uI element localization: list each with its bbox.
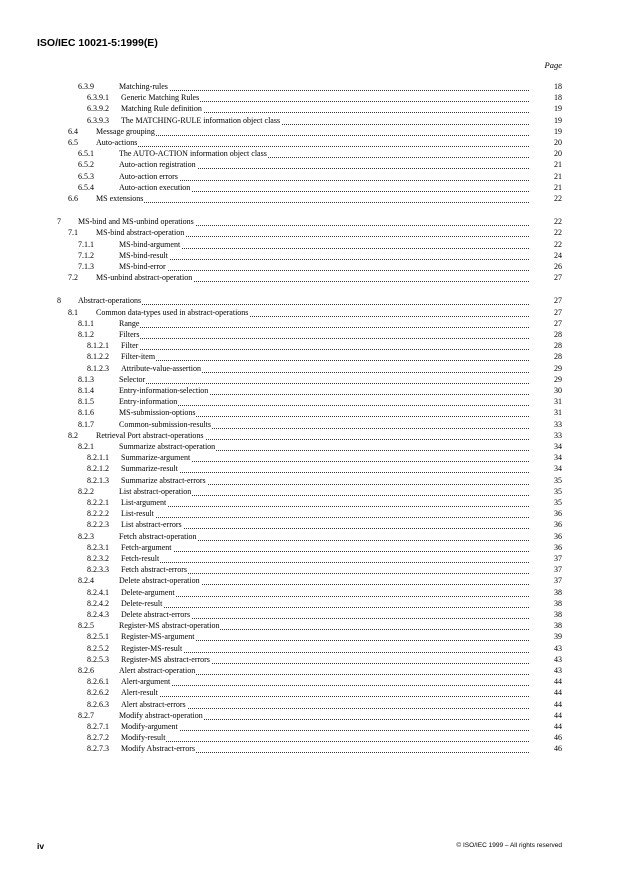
toc-entry-title: Auto-action errors bbox=[119, 171, 178, 181]
toc-entry[interactable] bbox=[0, 565, 619, 575]
toc-entry-page: 22 bbox=[554, 194, 562, 203]
toc-dot-leader bbox=[119, 251, 529, 260]
toc-dot-leader bbox=[121, 588, 529, 597]
toc-entry-number: 6.5.4 bbox=[78, 182, 94, 192]
toc-entry-title: Auto-actions bbox=[96, 138, 138, 147]
toc-entry-page: 24 bbox=[554, 250, 562, 260]
toc-entry-title: Abstract-operations bbox=[78, 296, 142, 306]
toc-entry[interactable] bbox=[0, 408, 619, 418]
toc-entry[interactable] bbox=[0, 442, 619, 452]
toc-entry-number: 8.2.3.3 bbox=[87, 565, 109, 575]
toc-dot-leader bbox=[96, 127, 529, 136]
toc-dot-leader bbox=[119, 172, 529, 181]
toc-dot-leader bbox=[121, 498, 529, 507]
toc-entry[interactable] bbox=[0, 127, 619, 137]
toc-entry-page: 44 bbox=[554, 677, 562, 687]
toc-entry[interactable] bbox=[0, 217, 619, 227]
toc-entry-number: 8 bbox=[57, 296, 61, 306]
toc-entry-page: 44 bbox=[554, 688, 562, 698]
toc-entry-number: 8.2.1.2 bbox=[87, 464, 109, 474]
toc-entry[interactable] bbox=[0, 375, 619, 385]
toc-entry[interactable] bbox=[0, 319, 619, 329]
toc-entry-page: 35 bbox=[554, 475, 562, 485]
toc-entry-number: 8.1.2 bbox=[78, 330, 94, 339]
toc-entry[interactable] bbox=[0, 733, 619, 743]
toc-entry-number: 8.2.2.1 bbox=[87, 498, 109, 507]
toc-entry-page: 27 bbox=[554, 296, 562, 306]
toc-entry-number: 8.1.3 bbox=[78, 374, 94, 384]
toc-entry-number: 8.2.3.1 bbox=[87, 542, 109, 552]
toc-entry-number: 8.2.4.2 bbox=[87, 598, 109, 608]
toc-entry-page: 21 bbox=[554, 182, 562, 192]
toc-entry-title: Fetch-argument bbox=[121, 542, 172, 552]
toc-entry-page: 38 bbox=[554, 610, 562, 619]
toc-dot-leader bbox=[119, 319, 529, 328]
toc-entry-page: 43 bbox=[554, 666, 562, 675]
toc-entry[interactable] bbox=[0, 722, 619, 732]
toc-entry-number: 8.2 bbox=[68, 430, 78, 440]
toc-entry[interactable] bbox=[0, 655, 619, 665]
toc-entry-number: 8.1.7 bbox=[78, 419, 94, 429]
toc-entry-number: 7.1 bbox=[68, 228, 78, 238]
toc-dot-leader bbox=[121, 554, 529, 563]
toc-entry-title: Register-MS abstract-errors bbox=[121, 654, 210, 664]
toc-entry-title: Modify-argument bbox=[121, 722, 178, 731]
toc-entry[interactable] bbox=[0, 240, 619, 250]
toc-entry-number: 8.2.1.1 bbox=[87, 453, 109, 463]
toc-dot-leader bbox=[121, 599, 529, 608]
toc-entry[interactable] bbox=[0, 464, 619, 474]
toc-entry-title: Register-MS-argument bbox=[121, 632, 195, 642]
toc-entry-page: 28 bbox=[554, 341, 562, 351]
toc-entry-page: 44 bbox=[554, 710, 562, 720]
toc-entry-title: Filters bbox=[119, 330, 140, 339]
toc-entry-number: 8.2.4.3 bbox=[87, 610, 109, 619]
toc-entry[interactable] bbox=[0, 364, 619, 374]
toc-entry-page: 43 bbox=[554, 643, 562, 653]
toc-dot-leader bbox=[78, 296, 529, 305]
toc-entry[interactable] bbox=[0, 543, 619, 553]
toc-entry-title: Summarize-result bbox=[121, 464, 178, 474]
toc-entry[interactable] bbox=[0, 93, 619, 103]
toc-entry[interactable] bbox=[0, 341, 619, 351]
toc-entry[interactable] bbox=[0, 610, 619, 620]
toc-entry-title: Modify-result bbox=[121, 733, 166, 743]
toc-entry-page: 31 bbox=[554, 397, 562, 407]
footer-page-number: iv bbox=[37, 841, 45, 851]
toc-entry-number: 6.5 bbox=[68, 138, 78, 147]
toc-entry[interactable] bbox=[0, 520, 619, 530]
toc-entry[interactable] bbox=[0, 82, 619, 92]
toc-entry[interactable] bbox=[0, 330, 619, 340]
toc-entry-number: 8.2.6.3 bbox=[87, 699, 109, 709]
toc-entry-number: 8.2.5.1 bbox=[87, 632, 109, 642]
toc-entry-title: Fetch-result bbox=[121, 554, 160, 563]
toc-entry[interactable] bbox=[0, 228, 619, 238]
toc-entry-page: 36 bbox=[554, 531, 562, 541]
toc-entry-title: Alert-argument bbox=[121, 677, 171, 687]
toc-entry-title: Entry-information bbox=[119, 397, 178, 407]
toc-dot-leader bbox=[121, 688, 529, 697]
toc-entry-number: 8.2.7.1 bbox=[87, 722, 109, 731]
toc-dot-leader bbox=[121, 341, 529, 350]
toc-entry-page: 37 bbox=[554, 576, 562, 586]
toc-entry-title: List-argument bbox=[121, 498, 167, 507]
toc-entry-title: MS-bind-result bbox=[119, 250, 168, 260]
toc-entry-title: Common-submission-results bbox=[119, 419, 212, 429]
toc-entry[interactable] bbox=[0, 431, 619, 441]
toc-entry-number: 8.1 bbox=[68, 307, 78, 317]
toc-dot-leader bbox=[96, 194, 529, 203]
toc-entry-page: 37 bbox=[554, 554, 562, 563]
toc-entry[interactable] bbox=[0, 688, 619, 698]
toc-entry-page: 19 bbox=[554, 115, 562, 125]
toc-entry-page: 27 bbox=[554, 318, 562, 328]
toc-entry-number: 7.1.3 bbox=[78, 262, 94, 271]
toc-entry[interactable] bbox=[0, 262, 619, 272]
toc-entry[interactable] bbox=[0, 744, 619, 754]
toc-entry-title: MS-bind abstract-operation bbox=[96, 228, 185, 238]
toc-entry-page: 44 bbox=[554, 722, 562, 731]
toc-entry[interactable] bbox=[0, 172, 619, 182]
toc-entry[interactable] bbox=[0, 420, 619, 430]
toc-entry-title: Matching-rules bbox=[119, 82, 168, 91]
toc-entry-number: 6.6 bbox=[68, 194, 78, 203]
toc-entry-page: 18 bbox=[554, 93, 562, 103]
toc-entry-number: 8.1.6 bbox=[78, 408, 94, 418]
toc-entry-page: 35 bbox=[554, 498, 562, 507]
toc-entry-title: Modify Abstract-errors bbox=[121, 744, 195, 754]
toc-dot-leader bbox=[119, 330, 529, 339]
toc-entry[interactable] bbox=[0, 183, 619, 193]
document-header: ISO/IEC 10021-5:1999(E) bbox=[37, 37, 158, 49]
toc-entry-number: 6.5.3 bbox=[78, 171, 94, 181]
toc-entry-title: Alert abstract-errors bbox=[121, 699, 186, 709]
toc-entry[interactable] bbox=[0, 296, 619, 306]
toc-entry-title: MS-bind-argument bbox=[119, 239, 181, 249]
toc-entry-title: List abstract-errors bbox=[121, 520, 182, 530]
toc-entry-title: Filter-item bbox=[121, 352, 156, 362]
toc-entry-title: Alert abstract-operation bbox=[119, 666, 196, 675]
toc-entry-page: 38 bbox=[554, 621, 562, 631]
toc-entry[interactable] bbox=[0, 352, 619, 362]
toc-entry-title: Fetch abstract-operation bbox=[119, 531, 197, 541]
toc-entry-page: 27 bbox=[554, 307, 562, 317]
toc-entry-number: 8.2.1.3 bbox=[87, 475, 109, 485]
toc-entry-number: 8.2.4.1 bbox=[87, 587, 109, 597]
toc-entry-page: 19 bbox=[554, 126, 562, 136]
toc-entry-title: Common data-types used in abstract-operations bbox=[96, 307, 249, 317]
toc-entry-number: 6.3.9.3 bbox=[87, 115, 109, 125]
toc-entry-title: Attribute-value-assertion bbox=[121, 363, 201, 373]
toc-entry-number: 8.2.7.2 bbox=[87, 733, 109, 743]
toc-entry-title: Register-MS-result bbox=[121, 643, 183, 653]
toc-entry-title: Summarize-argument bbox=[121, 453, 191, 463]
toc-entry-page: 22 bbox=[554, 217, 562, 227]
toc-entry[interactable] bbox=[0, 632, 619, 642]
toc-entry[interactable] bbox=[0, 251, 619, 261]
toc-entry-title: Fetch abstract-errors bbox=[121, 565, 187, 575]
toc-entry[interactable] bbox=[0, 138, 619, 148]
toc-entry-number: 7 bbox=[57, 217, 61, 227]
toc-entry-page: 30 bbox=[554, 386, 562, 395]
footer-copyright: © ISO/IEC 1999 – All rights reserved bbox=[456, 842, 562, 849]
toc-entry-page: 29 bbox=[554, 363, 562, 373]
toc-entry-number: 7.1.1 bbox=[78, 239, 94, 249]
toc-entry-page: 43 bbox=[554, 654, 562, 664]
toc-entry-page: 34 bbox=[554, 464, 562, 474]
toc-entry-title: Delete abstract-errors bbox=[121, 610, 191, 619]
toc-dot-leader bbox=[119, 82, 529, 91]
toc-dot-leader bbox=[121, 509, 529, 518]
toc-entry-title: Generic Matching Rules bbox=[121, 93, 200, 103]
toc-entry-number: 8.1.2.2 bbox=[87, 352, 109, 362]
toc-entry-page: 18 bbox=[554, 82, 562, 91]
toc-entry-page: 20 bbox=[554, 149, 562, 159]
toc-entry[interactable] bbox=[0, 104, 619, 114]
toc-entry-title: MS-unbind abstract-operation bbox=[96, 273, 193, 283]
toc-entry-number: 6.3.9.1 bbox=[87, 93, 109, 103]
toc-entry-title: The AUTO-ACTION information object class bbox=[119, 149, 267, 159]
toc-entry-title: Delete-argument bbox=[121, 587, 175, 597]
toc-entry-page: 27 bbox=[554, 273, 562, 283]
toc-entry[interactable] bbox=[0, 308, 619, 318]
toc-entry-page: 36 bbox=[554, 542, 562, 552]
toc-entry-number: 8.1.2.1 bbox=[87, 341, 109, 351]
toc-entry-number: 8.2.3.2 bbox=[87, 554, 109, 563]
toc-entry-title: Retrieval Port abstract-operations bbox=[96, 430, 204, 440]
toc-entry[interactable] bbox=[0, 677, 619, 687]
toc-entry-page: 26 bbox=[554, 262, 562, 271]
toc-entry-page: 33 bbox=[554, 419, 562, 429]
toc-entry-page: 33 bbox=[554, 430, 562, 440]
toc-dot-leader bbox=[121, 352, 529, 361]
toc-entry-page: 22 bbox=[554, 228, 562, 238]
toc-entry-page: 29 bbox=[554, 374, 562, 384]
toc-entry-title: MS-bind and MS-unbind operations bbox=[78, 217, 194, 227]
toc-entry-page: 31 bbox=[554, 408, 562, 418]
toc-dot-leader bbox=[96, 138, 529, 147]
toc-entry-number: 7.2 bbox=[68, 273, 78, 283]
toc-entry-page: 19 bbox=[554, 104, 562, 114]
toc-entry-number: 8.2.2.3 bbox=[87, 520, 109, 530]
toc-entry[interactable] bbox=[0, 599, 619, 609]
toc-entry[interactable] bbox=[0, 666, 619, 676]
toc-entry-title: MS-submission-options bbox=[119, 408, 196, 418]
toc-dot-leader bbox=[121, 733, 529, 742]
toc-entry-title: Alert-result bbox=[121, 688, 158, 698]
toc-entry-number: 7.1.2 bbox=[78, 250, 94, 260]
toc-entry[interactable] bbox=[0, 487, 619, 497]
toc-entry-number: 8.2.6 bbox=[78, 666, 94, 675]
toc-entry-page: 28 bbox=[554, 352, 562, 362]
toc-entry-title: Modify abstract-operation bbox=[119, 710, 203, 720]
toc-entry-page: 46 bbox=[554, 733, 562, 743]
toc-entry[interactable] bbox=[0, 116, 619, 126]
toc-entry-page: 38 bbox=[554, 598, 562, 608]
toc-entry-number: 6.5.1 bbox=[78, 149, 94, 159]
toc-entry-number: 8.2.1 bbox=[78, 442, 94, 451]
toc-entry-title: Matching Rule definition bbox=[121, 104, 202, 114]
toc-entry-number: 8.2.6.2 bbox=[87, 688, 109, 698]
toc-entry[interactable] bbox=[0, 386, 619, 396]
toc-entry[interactable] bbox=[0, 453, 619, 463]
toc-entry-page: 22 bbox=[554, 239, 562, 249]
toc-entry-number: 8.2.2 bbox=[78, 486, 94, 496]
toc-entry-title: Register-MS abstract-operation bbox=[119, 621, 220, 631]
toc-entry-number: 8.2.5.3 bbox=[87, 654, 109, 664]
toc-entry-page: 44 bbox=[554, 699, 562, 709]
toc-entry-title: Summarize abstract-operation bbox=[119, 442, 216, 451]
toc-entry-title: Auto-action execution bbox=[119, 182, 191, 192]
toc-entry-page: 36 bbox=[554, 520, 562, 530]
toc-entry-title: Entry-information-selection bbox=[119, 386, 209, 395]
toc-entry-number: 8.1.4 bbox=[78, 386, 94, 395]
toc-entry-number: 6.3.9.2 bbox=[87, 104, 109, 114]
toc-entry-number: 8.2.3 bbox=[78, 531, 94, 541]
toc-entry-number: 8.2.5 bbox=[78, 621, 94, 631]
toc-entry[interactable] bbox=[0, 476, 619, 486]
toc-entry-number: 8.1.5 bbox=[78, 397, 94, 407]
toc-entry[interactable] bbox=[0, 273, 619, 283]
toc-entry[interactable] bbox=[0, 576, 619, 586]
toc-entry-number: 8.2.2.2 bbox=[87, 509, 109, 519]
toc-entry-title: Filter bbox=[121, 341, 139, 351]
toc-dot-leader bbox=[121, 464, 529, 473]
toc-entry[interactable] bbox=[0, 700, 619, 710]
page-column-label: Page bbox=[544, 60, 562, 70]
toc-dot-leader bbox=[121, 543, 529, 552]
toc-entry-page: 46 bbox=[554, 744, 562, 754]
toc-entry-title: MS-bind-error bbox=[119, 262, 166, 271]
toc-entry-page: 28 bbox=[554, 330, 562, 339]
toc-dot-leader bbox=[119, 262, 529, 271]
toc-entry[interactable] bbox=[0, 621, 619, 631]
toc-entry-page: 36 bbox=[554, 509, 562, 519]
toc-entry-title: List abstract-operation bbox=[119, 486, 192, 496]
toc-entry-number: 8.2.7.3 bbox=[87, 744, 109, 754]
toc-dot-leader bbox=[119, 397, 529, 406]
toc-dot-leader bbox=[119, 375, 529, 384]
toc-dot-leader bbox=[121, 677, 529, 686]
toc-entry[interactable] bbox=[0, 149, 619, 159]
toc-entry-number: 6.3.9 bbox=[78, 82, 94, 91]
toc-entry[interactable] bbox=[0, 397, 619, 407]
toc-entry-number: 8.2.4 bbox=[78, 576, 94, 586]
toc-entry-page: 34 bbox=[554, 442, 562, 451]
toc-entry[interactable] bbox=[0, 509, 619, 519]
toc-entry-page: 38 bbox=[554, 587, 562, 597]
toc-entry-page: 21 bbox=[554, 160, 562, 170]
toc-entry[interactable] bbox=[0, 160, 619, 170]
toc-entry-page: 34 bbox=[554, 453, 562, 463]
toc-entry-page: 39 bbox=[554, 632, 562, 642]
toc-entry-number: 8.1.2.3 bbox=[87, 363, 109, 373]
toc-entry[interactable] bbox=[0, 588, 619, 598]
toc-entry-number: 8.2.5.2 bbox=[87, 643, 109, 653]
toc-entry-title: Summarize abstract-errors bbox=[121, 475, 206, 485]
toc-entry[interactable] bbox=[0, 194, 619, 204]
toc-entry-number: 6.4 bbox=[68, 126, 78, 136]
toc-entry[interactable] bbox=[0, 644, 619, 654]
toc-entry[interactable] bbox=[0, 532, 619, 542]
toc-entry-page: 20 bbox=[554, 138, 562, 147]
toc-entry-title: Selector bbox=[119, 374, 146, 384]
toc-entry-number: 8.2.6.1 bbox=[87, 677, 109, 687]
toc-entry-title: Delete-result bbox=[121, 598, 163, 608]
toc-entry[interactable] bbox=[0, 554, 619, 564]
toc-entry-number: 8.2.7 bbox=[78, 710, 94, 720]
toc-entry-number: 6.5.2 bbox=[78, 160, 94, 170]
toc-dot-leader bbox=[121, 722, 529, 731]
toc-entry-title: The MATCHING-RULE information object class bbox=[121, 115, 281, 125]
toc-entry[interactable] bbox=[0, 711, 619, 721]
toc-entry-title: Delete abstract-operation bbox=[119, 576, 200, 586]
toc-entry-page: 37 bbox=[554, 565, 562, 575]
toc-entry-number: 8.1.1 bbox=[78, 318, 94, 328]
toc-entry-title: Range bbox=[119, 318, 140, 328]
toc-entry-title: MS extensions bbox=[96, 194, 144, 203]
toc-entry-page: 21 bbox=[554, 171, 562, 181]
toc-entry-title: Message grouping bbox=[96, 126, 155, 136]
toc-entry-page: 35 bbox=[554, 486, 562, 496]
toc-entry-title: List-result bbox=[121, 509, 154, 519]
toc-entry[interactable] bbox=[0, 498, 619, 508]
toc-entry-title: Auto-action registration bbox=[119, 160, 196, 170]
